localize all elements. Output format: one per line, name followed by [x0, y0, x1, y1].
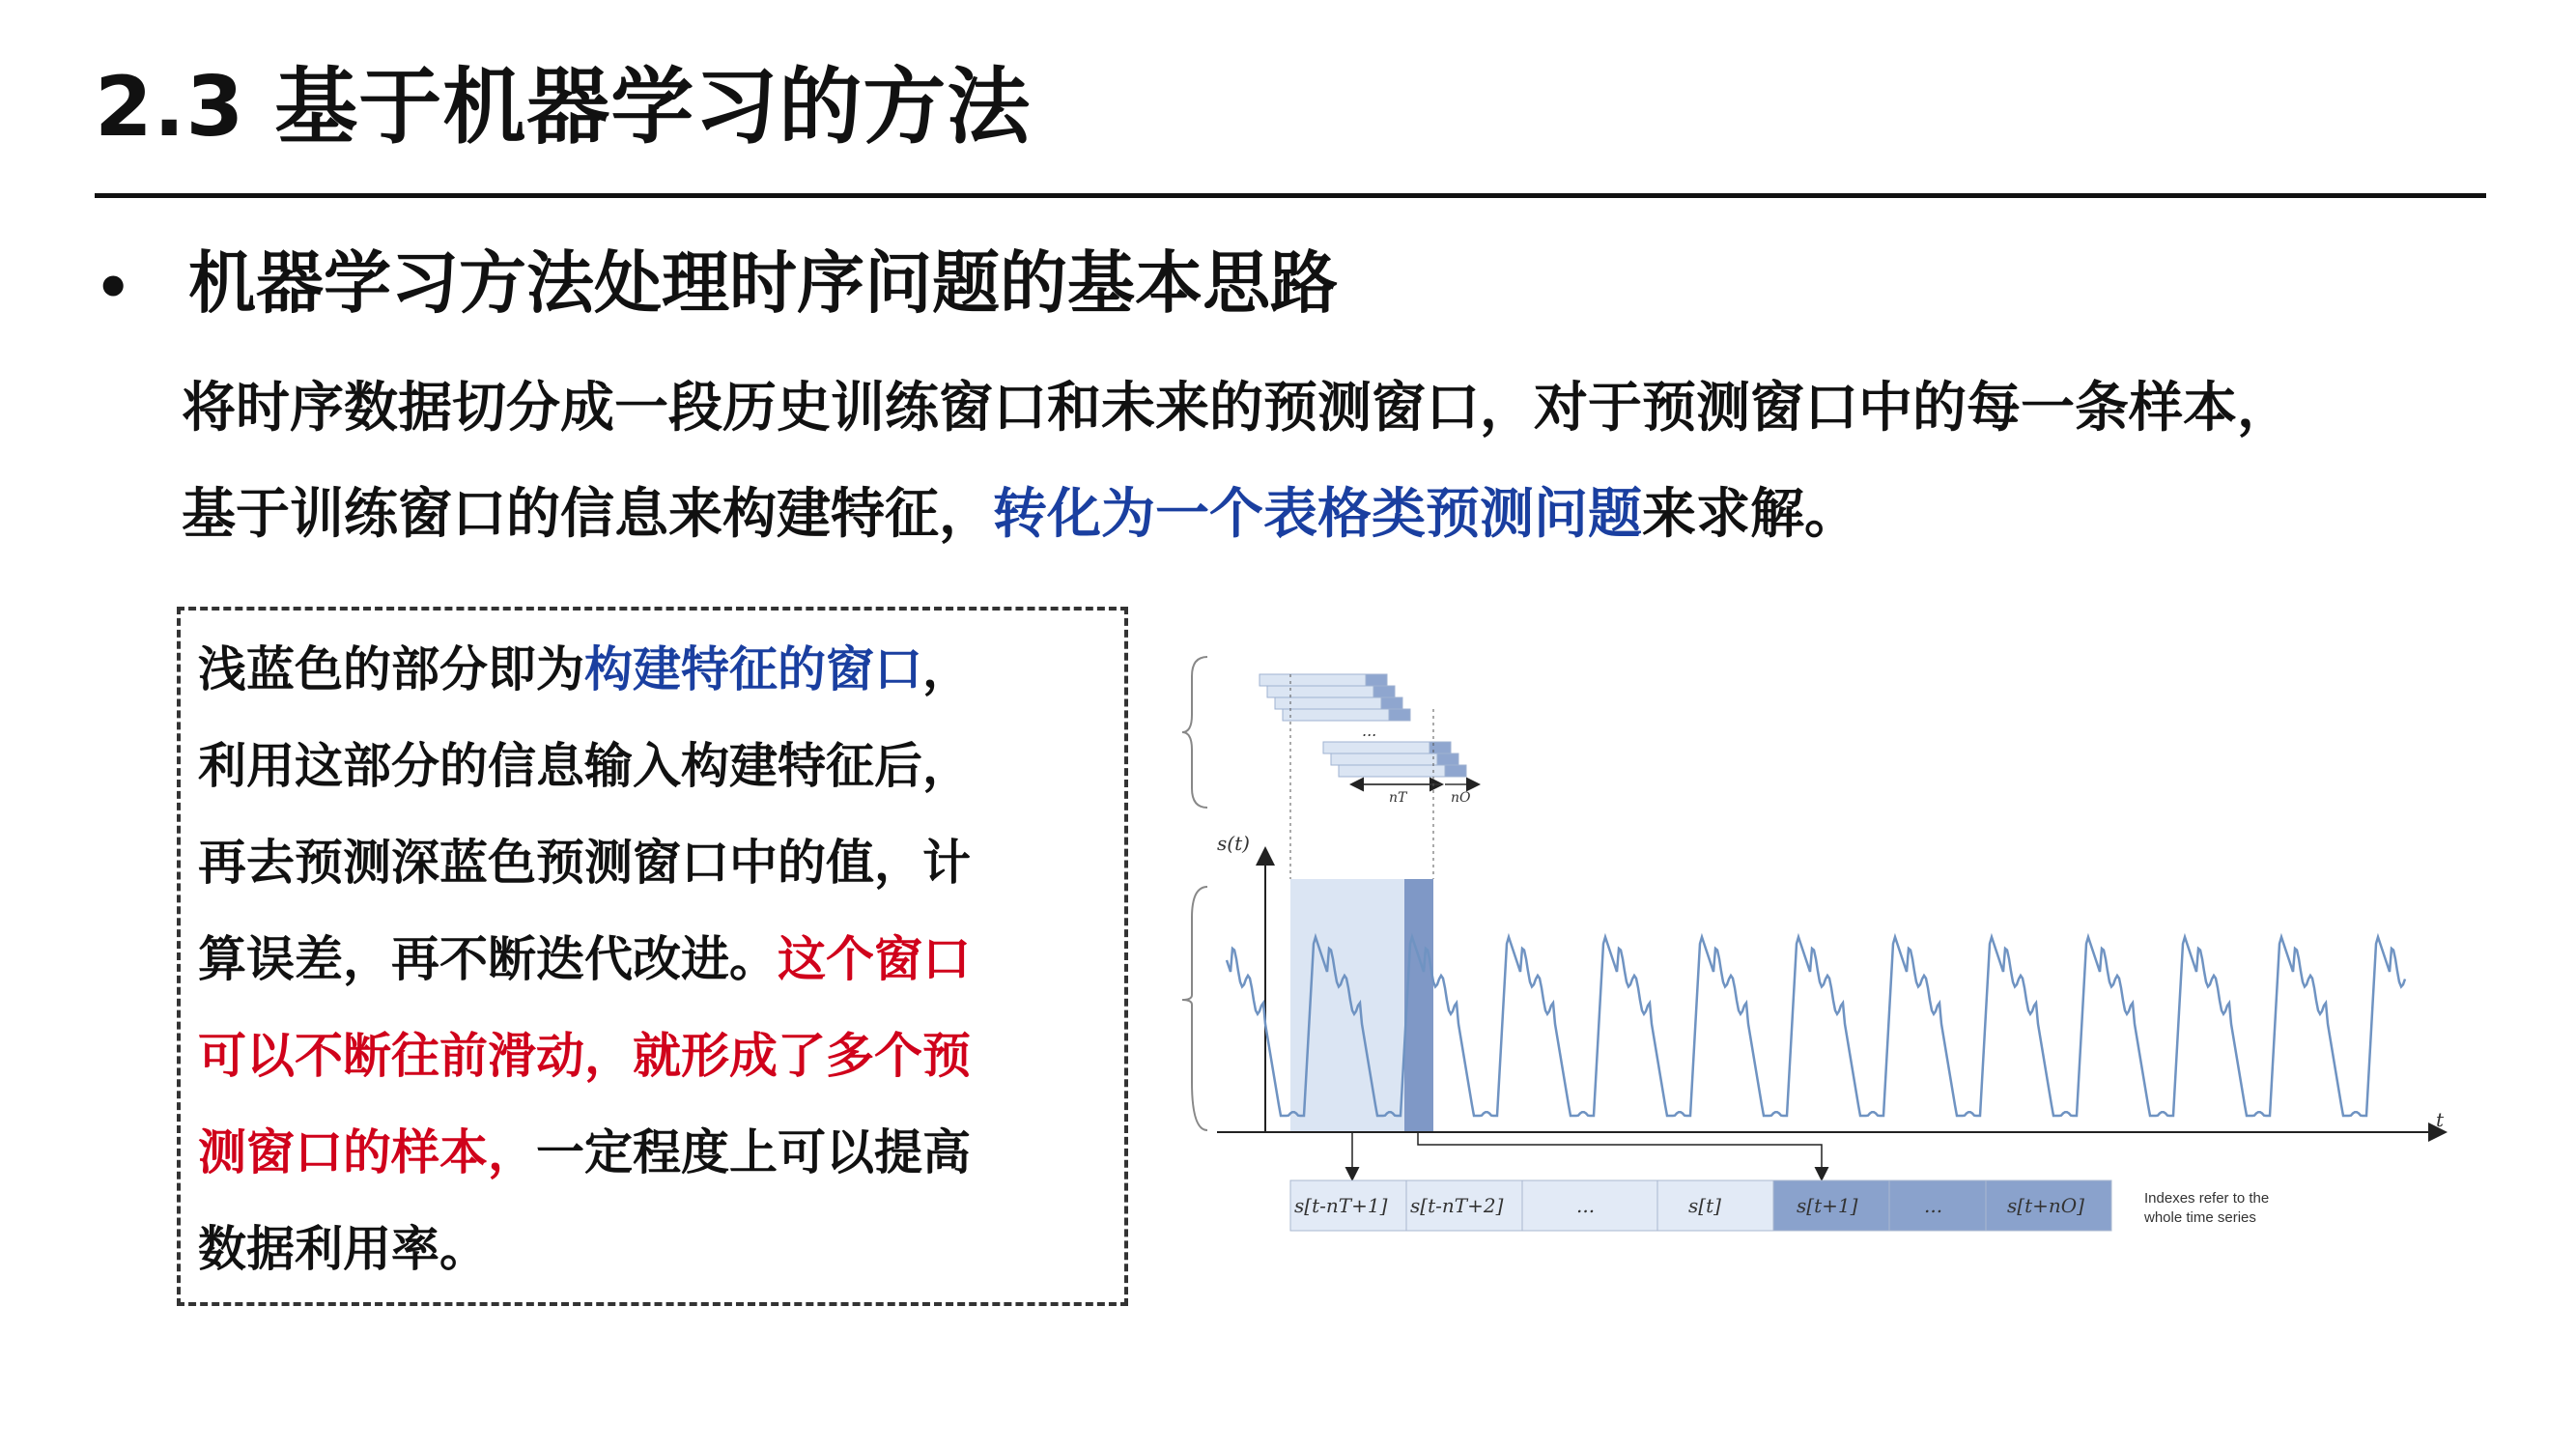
sliding-window-figure — [1178, 638, 2473, 1275]
box-line-1-highlight: 构建特征的窗口 — [584, 641, 922, 697]
cell-label: ... — [1924, 1194, 1943, 1217]
cell-label: s[t] — [1688, 1194, 1721, 1217]
box-line-1 — [198, 641, 971, 697]
cell-label: ... — [1576, 1194, 1596, 1217]
paragraph-2-highlight: 转化为一个表格类预测问题 — [993, 483, 1642, 546]
n-o-label: nO — [1451, 790, 1471, 806]
bullet-marker: • — [95, 254, 132, 322]
y-axis-label: s(t) — [1217, 832, 1250, 855]
box-line-3: 再去预测深蓝色预测窗口中的值，计 — [198, 835, 971, 891]
prediction-window — [1404, 879, 1433, 1132]
box-line-4-red: 这个窗口 — [778, 931, 971, 987]
title-divider — [95, 193, 2486, 198]
cell-label: s[t+nO] — [2007, 1194, 2084, 1217]
paragraph-1: 将时序数据切分成一段历史训练窗口和未来的预测窗口，对于预测窗口中的每一条样本， — [182, 377, 2291, 440]
cell-label: s[t-nT+1] — [1294, 1194, 1388, 1217]
box-line-6-b: 一定程度上可以提高 — [536, 1124, 971, 1180]
paragraph-2-text-a: 基于训练窗口的信息来构建特征， — [182, 483, 993, 546]
cell-label: s[t-nT+2] — [1410, 1194, 1504, 1217]
paragraph-2 — [182, 483, 1858, 546]
index-note-line-2: whole time series — [2144, 1209, 2256, 1226]
box-line-6-red: 测窗口的样本， — [198, 1124, 536, 1180]
box-line-2: 利用这部分的信息输入构建特征后， — [198, 738, 971, 794]
box-line-1-c: ， — [922, 641, 971, 697]
box-line-6 — [198, 1124, 971, 1180]
box-line-4-a: 算误差，再不断迭代改进。 — [198, 931, 778, 987]
slide-title: 2.3 基于机器学习的方法 — [95, 59, 1032, 156]
box-line-1-a: 浅蓝色的部分即为 — [198, 641, 584, 697]
x-axis-label: t — [2436, 1108, 2445, 1131]
chart-brace — [1182, 887, 1207, 1130]
box-line-7: 数据利用率。 — [198, 1221, 488, 1277]
bullet-heading: 机器学习方法处理时序问题的基本思路 — [188, 243, 1338, 323]
n-t-label: nT — [1389, 790, 1407, 806]
feature-window — [1290, 879, 1404, 1132]
index-note-line-1: Indexes refer to the — [2144, 1190, 2270, 1207]
cell-label: s[t+1] — [1797, 1194, 1858, 1217]
windows-ellipsis: ... — [1362, 722, 1377, 740]
box-line-4 — [198, 931, 971, 987]
box-line-5: 可以不断往前滑动，就形成了多个预 — [198, 1028, 971, 1084]
paragraph-2-text-b: 来求解。 — [1642, 483, 1858, 546]
top-brace — [1182, 657, 1207, 808]
